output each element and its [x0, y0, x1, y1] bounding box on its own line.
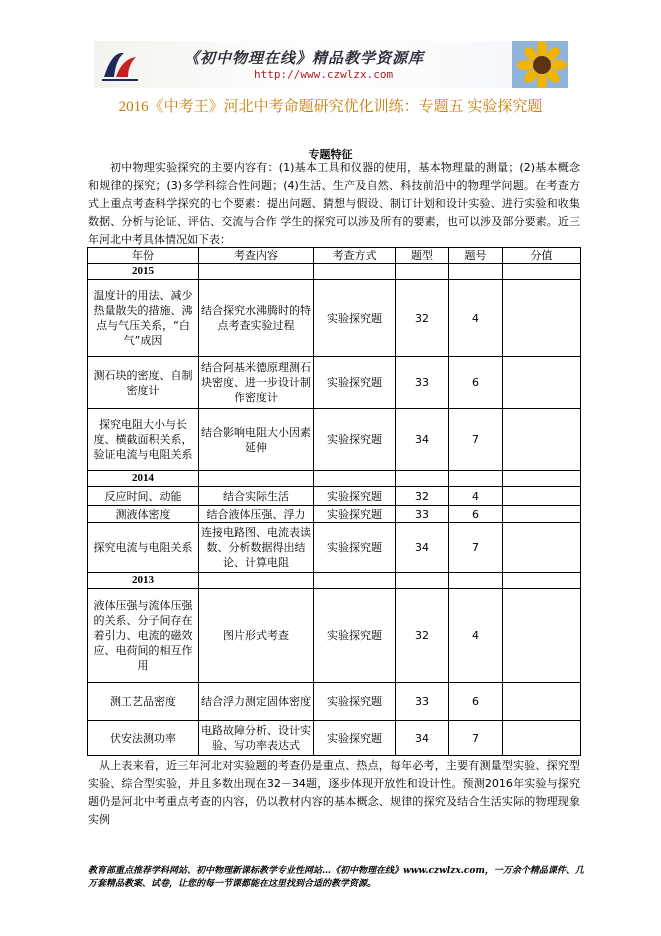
table-cell: 伏安法测功率: [88, 721, 199, 756]
table-cell: [503, 506, 581, 523]
table-header-cell: 题号: [449, 248, 503, 264]
intro-paragraph: 初中物理实验探究的主要内容有：(1)基本工具和仪器的使用，基本物理量的测量；(2)基本概念和规律的探究；(3)多学科综合性问题；(4)生活、生产及自然、科技前沿中的物理学问题。在考查方式上重点考查科学探究的七个要素：提出问题、猜想与假设、制订计划和设计实验、进行实验和收集数据、分析与论证、评估、交流与合作 学生的探究可以涉及所有的要素，也可以涉及部分要素。近三年河北中考具体情况如下表：: [88, 161, 580, 246]
table-cell: 液体压强与流体压强的关系、分子间存在着引力、电流的磁效应、电荷间的相互作用: [88, 589, 199, 683]
table-cell: 反应时间、动能: [88, 487, 199, 506]
empty-cell: [396, 471, 449, 487]
table-cell: 6: [449, 506, 503, 523]
table-header-cell: 题型: [396, 248, 449, 264]
empty-cell: [396, 264, 449, 280]
table-cell: 结合阿基米德原理测石块密度、进一步设计制作密度计: [199, 357, 314, 409]
table-cell: [503, 721, 581, 756]
table-cell: 测液体密度: [88, 506, 199, 523]
table-cell: 4: [449, 589, 503, 683]
table-row: [88, 409, 581, 471]
table-cell: 33: [396, 357, 449, 409]
table-cell: 实验探究题: [314, 357, 396, 409]
table-cell: 7: [449, 523, 503, 573]
table-cell: 34: [396, 409, 449, 471]
empty-cell: [199, 573, 314, 589]
sunflower-icon: [512, 41, 568, 88]
empty-cell: [503, 264, 581, 280]
table-header-cell: 分值: [503, 248, 581, 264]
year-row: [88, 264, 581, 280]
table-cell: 32: [396, 487, 449, 506]
table-cell: 4: [449, 487, 503, 506]
empty-cell: [503, 573, 581, 589]
site-logo-icon: [100, 47, 140, 83]
table-cell: 7: [449, 409, 503, 471]
table-cell: 实验探究题: [314, 409, 396, 471]
table-cell: [503, 357, 581, 409]
table-cell: 7: [449, 721, 503, 756]
table-cell: 连接电路图、电流表读数、分析数据得出结论、计算电阻: [199, 523, 314, 573]
conclusion-paragraph: 从上表来看，近三年河北对实验题的考查仍是重点、热点，每年必考，主要有测量型实验、探究型实验、综合型实验，并且多数出现在32－34题，逐步体现开放性和设计性。预测2016年实验与探究题仍是河北中考重点考查的内容，仍以教材内容的基本概念、规律的探究及结合生活实际的物理现象实例: [88, 759, 580, 826]
table-cell: 33: [396, 683, 449, 721]
table-cell: 测工艺品密度: [88, 683, 199, 721]
table-cell: 32: [396, 280, 449, 357]
table-cell: [503, 523, 581, 573]
table-row: [88, 357, 581, 409]
table-row: [88, 721, 581, 756]
table-cell: 实验探究题: [314, 683, 396, 721]
table-cell: 图片形式考查: [199, 589, 314, 683]
empty-cell: [199, 471, 314, 487]
table-cell: 实验探究题: [314, 506, 396, 523]
table-cell: [503, 683, 581, 721]
empty-cell: [314, 471, 396, 487]
table-cell: 探究电阻大小与长度、横截面积关系，验证电流与电阻关系: [88, 409, 199, 471]
table-cell: 33: [396, 506, 449, 523]
table-cell: 实验探究题: [314, 487, 396, 506]
year-cell: 2013: [88, 573, 199, 589]
section-title: 专题特征: [308, 148, 353, 161]
header-banner: [94, 41, 568, 88]
table-body: [88, 264, 581, 756]
year-cell: 2015: [88, 264, 199, 280]
table-row: [88, 506, 581, 523]
table-cell: 实验探究题: [314, 523, 396, 573]
table-cell: 结合液体压强、浮力: [199, 506, 314, 523]
table-cell: 结合浮力测定固体密度: [199, 683, 314, 721]
table-header-cell: 年份: [88, 248, 199, 264]
table-row: [88, 589, 581, 683]
table-row: [88, 487, 581, 506]
table-cell: 温度计的用法、减少热量散失的措施、沸点与气压关系，“白气”成因: [88, 280, 199, 357]
empty-cell: [396, 573, 449, 589]
table-header-cell: 考查方式: [314, 248, 396, 264]
table-header-row: [88, 248, 581, 264]
year-row: [88, 573, 581, 589]
year-row: [88, 471, 581, 487]
empty-cell: [449, 264, 503, 280]
table-cell: 32: [396, 589, 449, 683]
table-cell: 实验探究题: [314, 280, 396, 357]
banner-url[interactable]: http://www.czwlzx.com: [254, 68, 394, 81]
table-cell: 结合探究水沸腾时的特点考查实验过程: [199, 280, 314, 357]
table-cell: 探究电流与电阻关系: [88, 523, 199, 573]
table-cell: [503, 487, 581, 506]
table-cell: 结合影响电阻大小因素延伸: [199, 409, 314, 471]
document-title: 2016《中考王》河北中考命题研究优化训练：专题五 实验探究题: [118, 99, 543, 115]
table-cell: 34: [396, 721, 449, 756]
table-cell: 结合实际生活: [199, 487, 314, 506]
empty-cell: [503, 471, 581, 487]
table-cell: 6: [449, 683, 503, 721]
table-cell: [503, 409, 581, 471]
table-cell: 实验探究题: [314, 589, 396, 683]
table-cell: [503, 589, 581, 683]
table-row: [88, 683, 581, 721]
table-cell: 4: [449, 280, 503, 357]
empty-cell: [449, 573, 503, 589]
table-row: [88, 523, 581, 573]
empty-cell: [314, 264, 396, 280]
empty-cell: [314, 573, 396, 589]
banner-title: 《初中物理在线》精品教学资源库: [184, 49, 425, 67]
table-cell: 测石块的密度、自制密度计: [88, 357, 199, 409]
table-header-cell: 考查内容: [199, 248, 314, 264]
table-row: [88, 280, 581, 357]
table-cell: 6: [449, 357, 503, 409]
table-cell: [503, 280, 581, 357]
table-cell: 实验探究题: [314, 721, 396, 756]
empty-cell: [449, 471, 503, 487]
table-cell: 34: [396, 523, 449, 573]
empty-cell: [199, 264, 314, 280]
table-cell: 电路故障分析、设计实验、写功率表达式: [199, 721, 314, 756]
year-cell: 2014: [88, 471, 199, 487]
footer-text: 教育部重点推荐学科网站、初中物理新课标教学专业性网站…《初中物理在线》www.czwlzx.com，一万余个精品课件、几万套精品教案、试卷，让您的每一节课都能在这里找到合适的教学资源。: [88, 866, 584, 889]
exam-summary-table: [87, 247, 581, 756]
